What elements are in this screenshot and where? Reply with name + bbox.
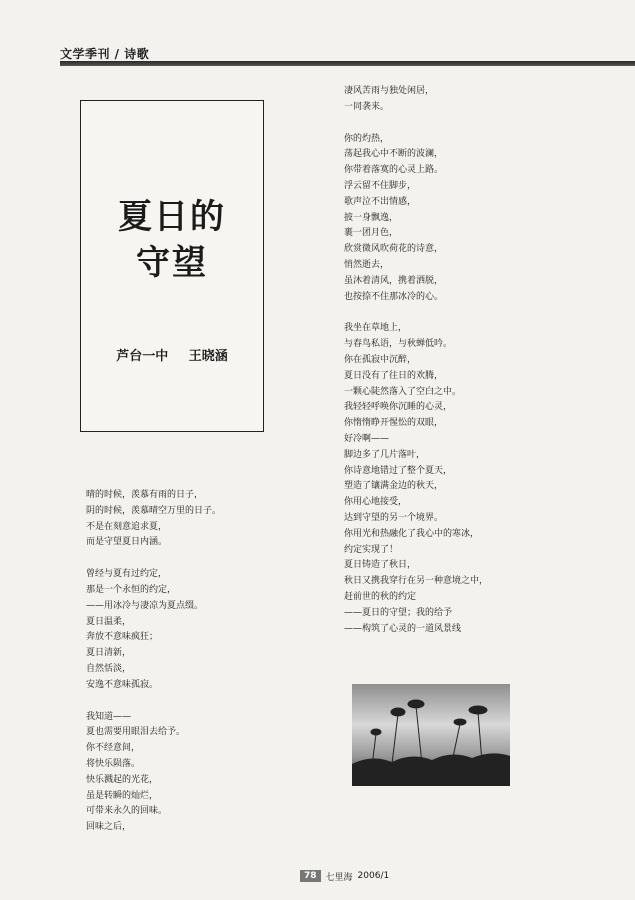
poem-line: 你诗意地错过了整个夏天， [344, 465, 453, 476]
byline [81, 345, 263, 364]
poem-line: 一同袭来。 [344, 101, 390, 112]
poem-line: 将快乐陨落。 [86, 758, 141, 769]
header-rule [60, 61, 635, 66]
title-box [80, 100, 264, 432]
poem-column-right [344, 84, 488, 637]
stanza-break [344, 116, 488, 132]
school-name: 芦台一中 [116, 349, 169, 364]
issue-number: 2006/1 [357, 871, 390, 881]
poem-line: 你用心地接受， [344, 497, 408, 508]
page-number: 78 [300, 870, 321, 882]
poem-line: 歌声泣不出情感， [344, 196, 417, 207]
poem-line: 脚边多了几片落叶， [344, 449, 426, 460]
poem-line: 披一身飘逸， [344, 212, 399, 223]
poem-line: 不是在刻意追求夏， [86, 521, 168, 532]
poem-line: 塑造了镶满金边的秋天， [344, 481, 444, 492]
poem-title-line-2: 守望 [136, 243, 208, 283]
poem-line: 悄然逝去， [344, 259, 390, 270]
stanza-break [344, 305, 488, 321]
poem-line: ——构筑了心灵的一道风景线 [344, 623, 462, 634]
poem-line: 虽沐着清风，携着洒脱， [344, 275, 444, 286]
poem-line: 好冷啊—— [344, 433, 390, 444]
poem-line: 曾经与夏有过约定， [86, 569, 168, 580]
poem-line: 你惰惰睁开惺忪的双眼， [344, 418, 444, 429]
poem-line: 裹一团月色， [344, 228, 399, 239]
poem-line: 凄风苦雨与独处闲居， [344, 86, 435, 96]
poem-line: 你不经意间， [86, 743, 141, 754]
poem-line: 秋日又携我穿行在另一种意境之中， [344, 576, 489, 587]
poem-line: 你的灼热， [344, 133, 390, 144]
poem-line: 欣赏微风吹荷花的诗意， [344, 244, 444, 255]
poem-line: 我坐在草地上， [344, 323, 408, 334]
stanza-break [86, 551, 221, 567]
poem-line: 而是守望夏日内涵。 [86, 537, 168, 548]
poem-line: ——夏日的守望；我的给予 [344, 607, 453, 618]
poem-line: 快乐溅起的光花， [86, 774, 159, 785]
poem-line: 约定实现了！ [344, 544, 399, 555]
poem-line: 夏日铸造了秋日， [344, 560, 417, 571]
poem-line: 我轻轻呼唤你沉睡的心灵， [344, 402, 453, 413]
poem-line: 那是一个永恒的约定， [86, 584, 177, 595]
page-footer [300, 869, 389, 883]
section-label: 文学季刊 / 诗歌 [60, 47, 150, 61]
poem-line: 达到守望的另一个境界。 [344, 512, 444, 523]
poem-line: 晴的时候，羡慕有雨的日子， [86, 490, 204, 500]
poem-title-line-1: 夏日的 [118, 197, 226, 237]
poem-line: 奔放不意味疯狂； [86, 632, 159, 643]
poem-line: 虽是转瞬的灿烂， [86, 790, 159, 801]
poem-line: ——用冰冷与凄凉为夏点缀。 [86, 600, 204, 611]
flower-silhouette-image [352, 684, 510, 786]
poem-line: 也按捺不住那冰冷的心。 [344, 291, 444, 302]
magazine-name: 七里海 [325, 872, 353, 883]
flower-photo [352, 684, 510, 786]
stanza-break [86, 694, 221, 710]
poem-line: 荡起我心中不断的波澜， [344, 149, 444, 160]
poem-line: 赶前世的秋的约定 [344, 591, 417, 602]
author-name: 王晓涵 [188, 349, 228, 364]
poem-line: 你带着落寞的心灵上路。 [344, 165, 444, 176]
poem-line: 安逸不意味孤寂。 [86, 679, 159, 690]
poem-line: 你用光和热融化了我心中的寒冰， [344, 528, 480, 539]
poem-line: 阴的时候，羡慕晴空万里的日子。 [86, 505, 222, 516]
poem-line: 回味之后， [86, 822, 132, 833]
poem-column-left [86, 488, 221, 836]
poem-line: 我知道—— [86, 711, 132, 722]
poem-line: 可带来永久的回味。 [86, 806, 168, 817]
poem-line: 一颗心陡然落入了空白之中。 [344, 386, 462, 397]
poem-line: 夏日温柔， [86, 616, 132, 627]
poem-line: 与春鸟私语，与秋蝉低吟。 [344, 339, 453, 350]
poem-line: 浮云留不住脚步， [344, 180, 417, 191]
poem-line: 自然恬淡， [86, 663, 132, 674]
poem-line: 夏也需要用眼泪去给予。 [86, 727, 186, 738]
poem-line: 你在孤寂中沉醉， [344, 354, 417, 365]
poem-line: 夏日没有了往日的欢腾， [344, 370, 444, 381]
poem-line: 夏日清新， [86, 648, 132, 659]
